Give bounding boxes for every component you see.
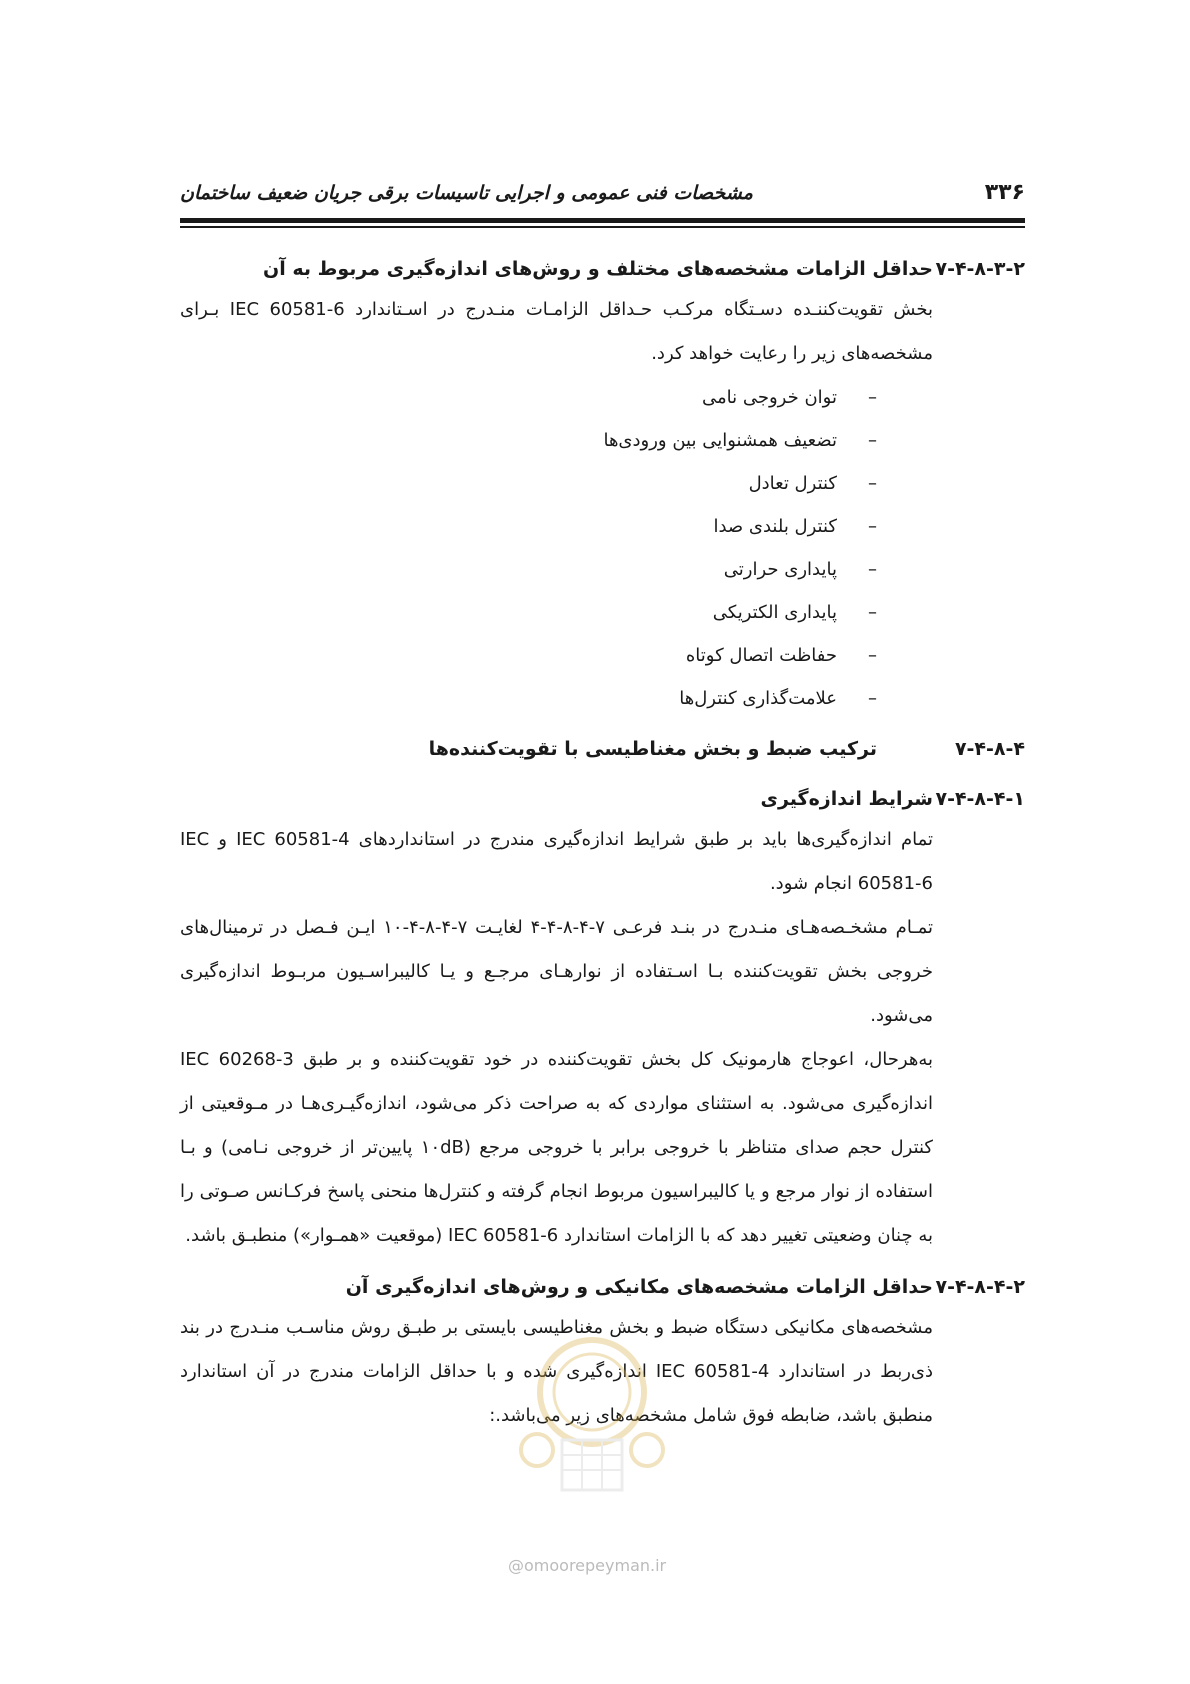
paragraph: تمـام مشخـصه‌هـای منـدرج در بنـد فرعـی ۷-۴-۸-۴-۴ لغایـت ۷-۴-۸-۴-۱۰ ایـن فـصل در ترمینال‌های خروجی بخش تقویت‌کننده بـا اسـتفاده از نوارهـای مرجـع و یـا کالیبراسـیون مربـوط اندازه‌گیری می‌شود. [180,917,934,1026]
header-rule-thin [180,226,1025,228]
section-number: ۷-۴-۸-۳-۲ [935,258,1025,280]
page-content [180,258,1025,1438]
list-item: – حفاظت اتصال کوتاه [180,634,877,677]
list-item: – کنترل بلندی صدا [180,505,877,548]
section-heading-7-4-8-3-2 [180,258,1025,280]
page-header [180,178,1025,218]
list-item: – کنترل تعادل [180,462,877,505]
section-title: شرایط اندازه‌گیری [760,788,933,810]
section-heading-7-4-8-4 [180,738,1025,760]
list-item: – پایداری حرارتی [180,548,877,591]
watermark-text: @omoorepeyman.ir [508,1556,667,1575]
section-title: حداقل الزامات مشخصه‌های مکانیکی و روش‌های اندازه‌گیری آن [345,1276,933,1298]
paragraph: مشخصه‌های مکانیکی دستگاه ضبط و بخش مغناطیسی بایستی بر طبـق روش مناسـب منـدرج در بند ذی‌ربط در استاندارد IEC 60581-4 اندازه‌گیری شده و با حداقل الزامات مندرج در آن استاندارد منطبق باشد، ضابطه فوق شامل مشخصه‌های زیر می‌باشد.: [180,1317,933,1426]
section-heading-7-4-8-4-1 [180,788,1025,810]
running-title: مشخصات فنی عمومی و اجرایی تاسیسات برقی جریان ضعیف ساختمان [180,182,753,204]
spec-list [180,376,1025,720]
section-title: حداقل الزامات مشخصه‌های مختلف و روش‌های اندازه‌گیری مربوط به آن [262,258,933,280]
watermark-logo [492,1330,692,1500]
section-number: ۷-۴-۸-۴ [954,738,1025,760]
section-title: ترکیب ضبط و بخش مغناطیسی با تقویت‌کننده‌ها [428,738,877,760]
section-number: ۷-۴-۸-۴-۲ [935,1276,1025,1298]
page-number: ۳۳۶ [984,180,1025,205]
paragraph: تمام اندازه‌گیری‌ها باید بر طبق شرایط اندازه‌گیری مندرج در استانداردهای IEC 60581-4 و IEC 60581-6 انجام شود. [180,829,934,894]
header-rule-thick [180,218,1025,223]
list-item: – پایداری الکتریکی [180,591,877,634]
list-item: – علامت‌گذاری کنترل‌ها [180,677,877,720]
section-heading-7-4-8-4-2 [180,1276,1025,1298]
paragraph: بخش تقویت‌کننـده دسـتگاه مرکـب حـداقل الزامـات منـدرج در اسـتاندارد IEC 60581-6 بـرای مشخصه‌های زیر را رعایت خواهد کرد. [180,299,934,364]
list-item: – توان خروجی نامی [180,376,877,419]
list-item: – تضعیف همشنوایی بین ورودی‌ها [180,419,877,462]
section-number: ۷-۴-۸-۴-۱ [935,788,1025,810]
paragraph: به‌هرحال، اعوجاج هارمونیک کل بخش تقویت‌کننده در خود تقویت‌کننده و بر طبق IEC 60268-3 اندازه‌گیری می‌شود. به استثنای مواردی که به صراحت ذکر می‌شود، اندازه‌گیـری‌هـا در مـوقعیتی از کنترل حجم صدای متناظر با خروجی برابر با خروجی مرجع (۱۰dB پایین‌تر از خروجی نـامی) و بـا استفاده از نوار مرجع و یا کالیبراسیون مربوط انجام گرفته و کنترل‌ها منحنی پاسخ فرکـانس صـوتی را به چنان وضعیتی تغییر دهد که با الزامات استاندارد IEC 60581-6 (موقعیت «همـوار») منطبـق باشد. [180,1049,933,1246]
